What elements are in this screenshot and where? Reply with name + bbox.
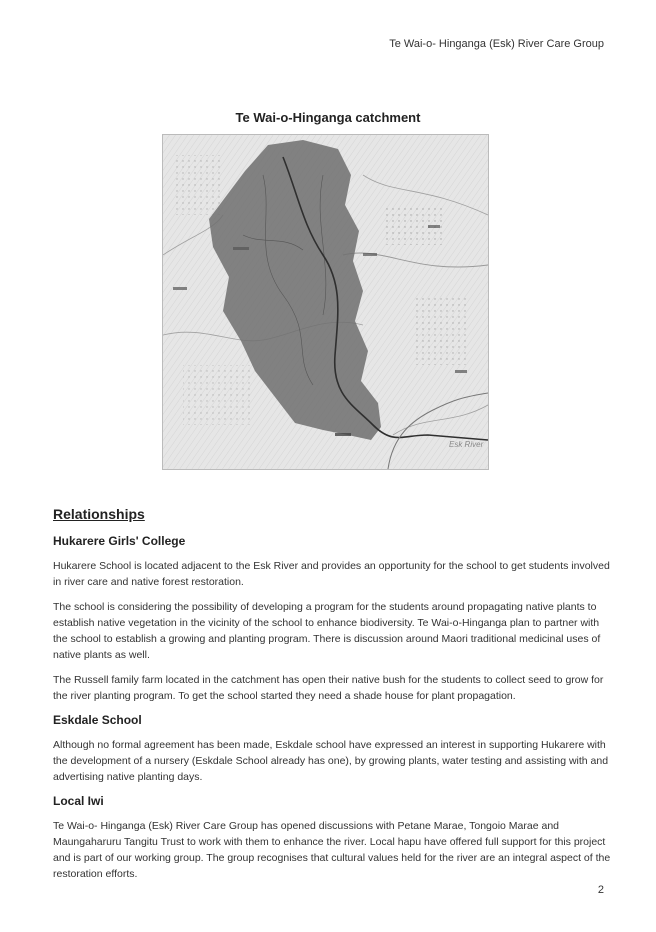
catchment-map — [162, 134, 489, 470]
running-header: Te Wai-o- Hinganga (Esk) River Care Group — [389, 38, 604, 50]
section-title: Relationships — [53, 506, 145, 522]
map-title: Te Wai-o-Hinganga catchment — [235, 110, 421, 125]
page-number: 2 — [597, 884, 604, 896]
subsection-heading: Local Iwi — [53, 794, 104, 808]
paragraph: Hukarere School is located adjacent to the Esk River and provides an opportunity for the school to get students involved in river care and native forest restoration. — [53, 560, 610, 588]
catchment-map-svg — [163, 135, 488, 469]
subsection-hukarere — [53, 534, 613, 704]
paragraph: Te Wai-o- Hinganga (Esk) River Care Group has opened discussions with Petane Marae, Tongoio Marae and Maungaharuru Tangitu Trust to work with them to enhance the river. Local hapu have offered full support for this project and is part of our working group. The group recognises that cultural values held for the river are an integral aspect of the restoration efforts. — [53, 820, 611, 880]
subsection-eskdale — [53, 713, 613, 785]
paragraph: The Russell family farm located in the catchment has open their native bush for the students to collect seed to grow for the river planting program. To get the school started they need a shade house for plant propagation. — [53, 674, 604, 702]
paragraph: Although no formal agreement has been made, Eskdale school have expressed an interest in supporting Hukarere with the development of a nursery (Eskdale School already has one), by growing plants, water testing and assisting with and advertising native planting days. — [53, 739, 609, 783]
paragraph: The school is considering the possibility of developing a program for the students around propagating native plants to establish native vegetation in the vicinity of the school to enhance biodiversity. Te Wai-o-Hinganga plan to partner with the school to establish a growing and planting program. There is discussion around Maori traditional medicinal uses of native plants as well. — [53, 601, 601, 661]
map-label-esk-river: Esk River — [449, 440, 484, 449]
subsection-heading: Hukarere Girls' College — [53, 534, 186, 548]
body-text — [53, 506, 613, 891]
subsection-local-iwi — [53, 794, 613, 882]
subsection-heading: Eskdale School — [53, 713, 142, 727]
